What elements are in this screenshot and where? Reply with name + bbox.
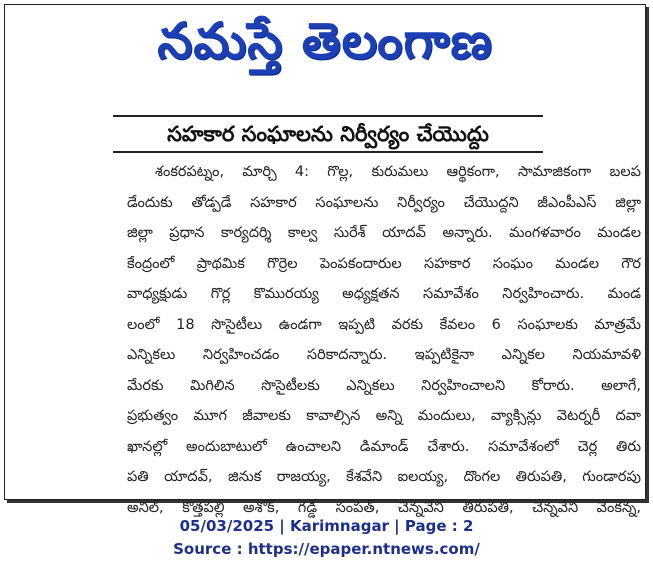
article-headline: సహకార సంఘాలను నిర్వీర్యం చేయొద్దు — [113, 115, 543, 153]
article-line: ప్రభుత్వం మూగ జీవాలకు కావాల్సిన అన్ని మందులు, వ్యాక్సిన్లు వెటర్నరీ దవా — [127, 408, 641, 424]
newspaper-clipping — [4, 4, 646, 516]
newspaper-masthead: నమస్తే తెలంగాణ — [157, 12, 493, 70]
article-line: పతి యాదవ్, జినుక రాజయ్య, కేశవేని ఐలయ్య, దొంగల తిరుపతి, గుండారపు — [127, 469, 641, 485]
article-line: శంకరపట్నం, మార్చి 4: గొల్ల, కురుమలు ఆర్థికంగా, సామాజికంగా బలప — [155, 164, 641, 180]
clipping-date-edition: 05/03/2025 | Karimnagar | Page : 2 — [179, 517, 474, 535]
article-line: డేందుకు తోడ్పడే సహకార సంఘాలను నిర్వీర్యం చేయొద్దని జీఎంపీఎస్ జిల్లా — [127, 194, 641, 211]
article-line: ఎన్నికలు నిర్వహించడం సరికాదన్నారు. ఇప్పటికైనా ఎన్నికల నియమావళి — [127, 347, 641, 363]
article-body — [127, 157, 641, 516]
article-line: అనిల్, కొత్తపల్లి అశోక్, గడ్డి సంపత్, చెన్నవేని తిరుపతి, చెన్నవేని వెంకన్న, — [127, 499, 641, 516]
article-line: కేంద్రంలో ప్రాథమిక గొర్రెల పెంపకందారుల సహకార సంఘం మండల గౌర — [127, 255, 641, 272]
article-line: జిల్లా ప్రధాన కార్యదర్శి కాల్వ సురేశ్ యాదవ్ అన్నారు. మంగళవారం మండల — [127, 225, 641, 241]
article-line: ఖానల్లో అందుబాటులో ఉంచాలని డిమాండ్ చేశారు. సమావేశంలో చెర్ల తిరు — [127, 438, 641, 455]
clipping-source: Source : https://epaper.ntnews.com/ — [173, 540, 480, 558]
article-line: మేరకు మిగిలిన సొసైటీలకు ఎన్నికలు నిర్వహించాలని కోరారు. అలాగే, — [127, 377, 641, 394]
article-line: లంలో 18 సొసైటీలు ఉండగా ఇప్పటి వరకు కేవలం 6 సంఘాలకు మాత్రమే — [127, 316, 641, 333]
article-line: వాధ్యక్షుడు గొర్ల కొమురయ్య అధ్యక్షతన సమావేశం నిర్వహించారు. మండ — [127, 286, 641, 302]
